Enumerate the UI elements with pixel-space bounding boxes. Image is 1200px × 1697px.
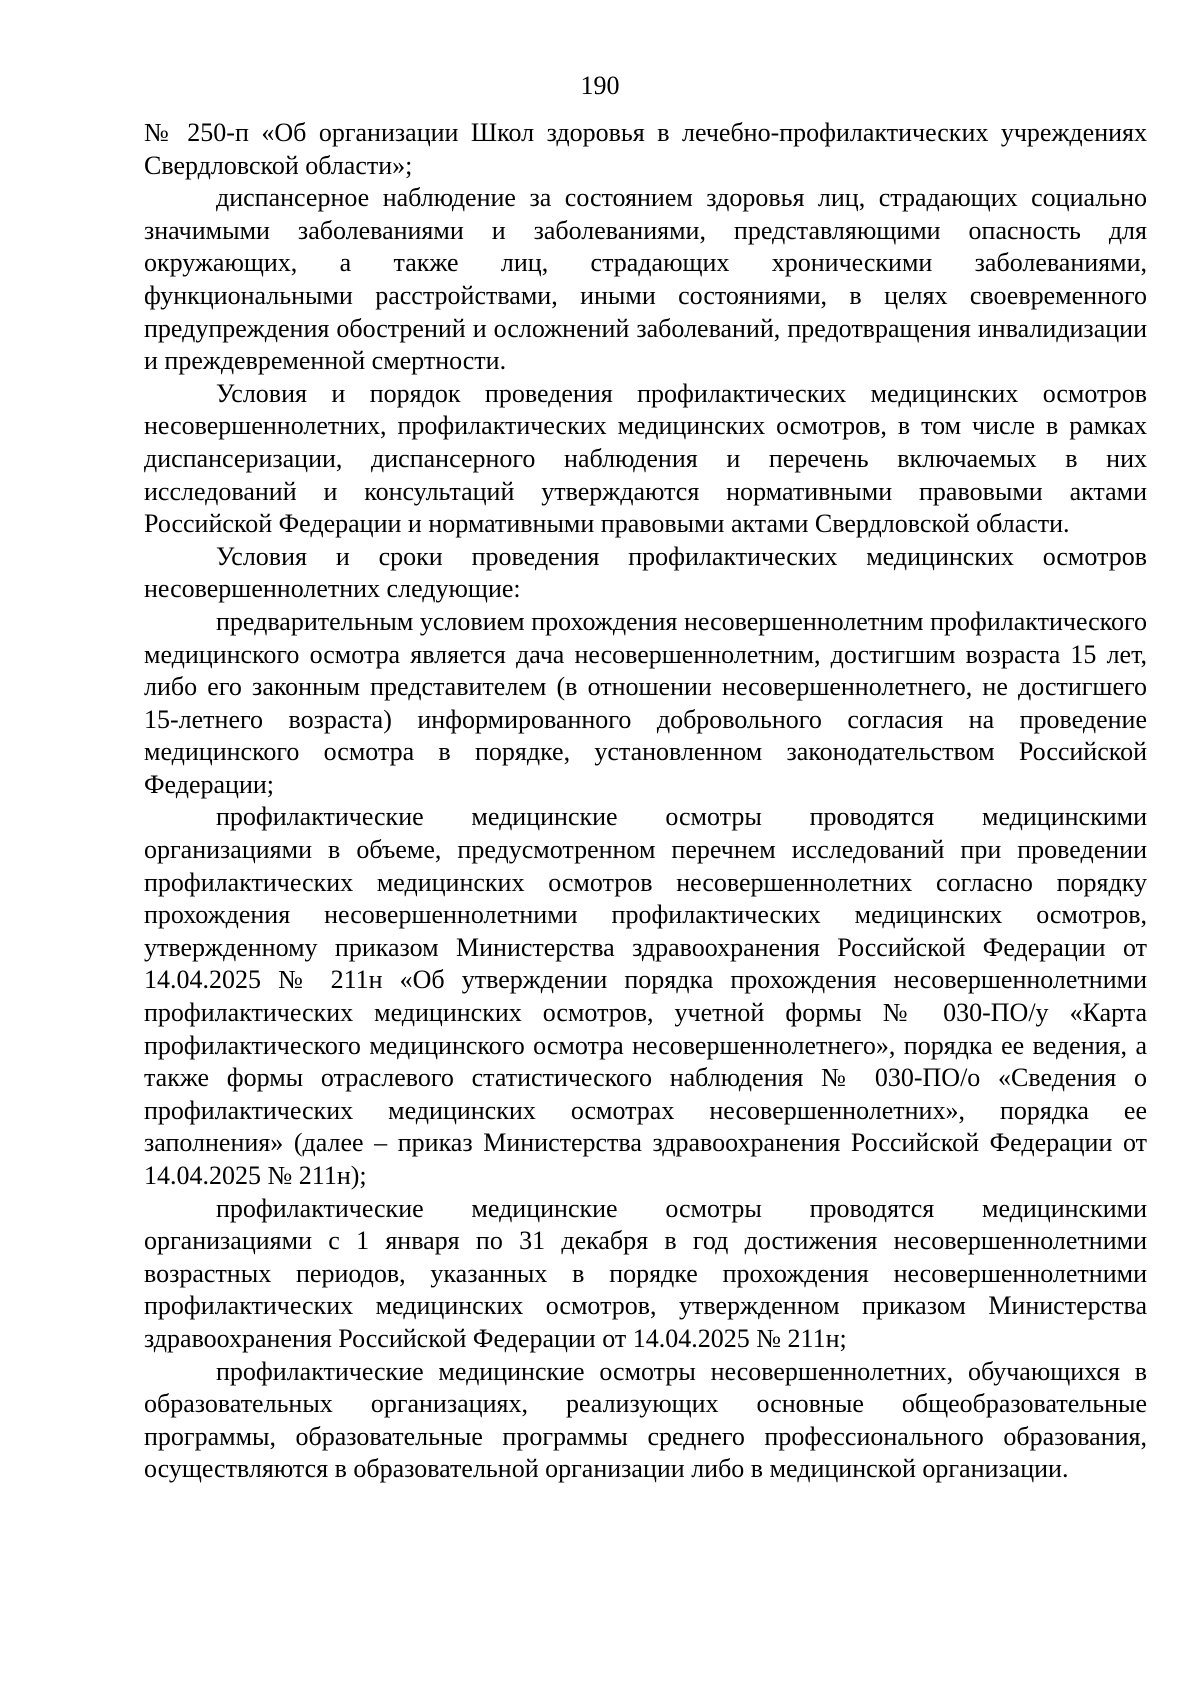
paragraph-school-health-order-end: № 250-п «Об организации Школ здоровья в лечебно-профилактических учреждениях Свердловской области»; <box>144 118 1147 180</box>
paragraph-examination-procedure: Условия и порядок проведения профилактических медицинских осмотров несовершеннолетних, профилактических медицинских осмотров, в том числе в рамках диспансеризации, диспансерного наблюдения и перечень включаемых в них исследований и консультаций утверждаются нормативными правовыми актами Российской Федерации и нормативными правовыми актами Свердловской области. <box>144 378 1147 539</box>
paragraph-students-examination: профилактические медицинские осмотры несовершеннолетних, обучающихся в образовательных организациях, реализующих основные общеобразовательные программы, образовательные программы среднего профессионального образования, осуществляются в образовательной организации либо в медицинской организации. <box>144 1356 1147 1484</box>
paragraph-examination-scope: профилактические медицинские осмотры проводятся медицинскими организациями в объеме, предусмотренном перечнем исследований при проведении профилактических медицинских осмотров несовершеннолетних согласно порядку прохождения несовершеннолетними профилактических медицинских осмотров, утвержденному приказом Министерства здравоохранения Российской Федерации от 14.04.2025 № 211н «Об утверждении порядка прохождения несовершеннолетними профилактических медицинских осмотров, учетной формы № 030-ПО/у «Карта профилактического медицинского осмотра несовершеннолетнего», порядка ее ведения, а также формы отраслевого статистического наблюдения № 030-ПО/о «Сведения о профилактических медицинских осмотрах несовершеннолетних», порядка ее заполнения» (далее – приказ Министерства здравоохранения Российской Федерации от 14.04.2025 № 211н); <box>144 802 1147 1190</box>
paragraph-conditions-and-terms: Условия и сроки проведения профилактических медицинских осмотров несовершеннолетних следующие: <box>144 541 1147 604</box>
paragraph-dispensary-observation: диспансерное наблюдение за состоянием здоровья лиц, страдающих социально значимыми заболеваниями и заболеваниями, представляющими опасность для окружающих, а также лиц, страдающих хроническими заболеваниями, функциональными расстройствами, иными состояниями, в целях своевременного предупреждения обострений и осложнений заболеваний, предотвращения инвалидизации и преждевременной смертности. <box>144 183 1147 376</box>
page-number: 190 <box>580 71 620 100</box>
document-body <box>144 117 1147 1486</box>
paragraph-informed-consent: предварительным условием прохождения несовершеннолетним профилактического медицинского осмотра является дача несовершеннолетним, достигшим возраста 15 лет, либо его законным представителем (в отношении несовершеннолетнего, не достигшего 15-летнего возраста) информированного добровольного согласия на проведение медицинского осмотра в порядке, установленном законодательством Российской Федерации; <box>144 606 1147 799</box>
paragraph-examination-period: профилактические медицинские осмотры проводятся медицинскими организациями с 1 января по 31 декабря в год достижения несовершеннолетними возрастных периодов, указанных в порядке прохождения несовершеннолетними профилактических медицинских осмотров, утвержденном приказом Министерства здравоохранения Российской Федерации от 14.04.2025 № 211н; <box>144 1193 1147 1353</box>
